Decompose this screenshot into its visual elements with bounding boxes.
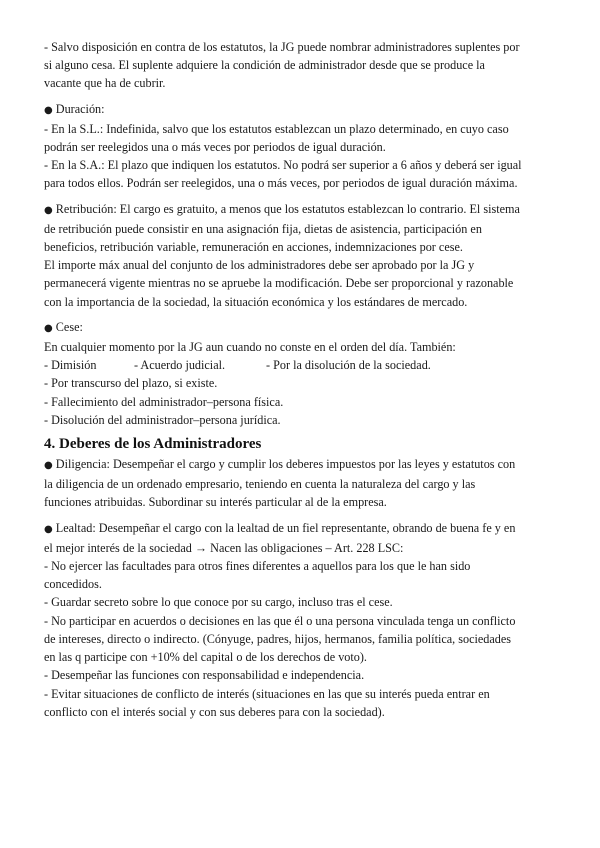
- retribucion-first-text: Retribución: El cargo es gratuito, a menos que los estatutos establezcan lo contrario. El sistema: [52, 201, 520, 216]
- text-line: - En la S.L.: Indefinida, salvo que los estatutos establezcan un plazo determinado, en cuyo caso: [44, 121, 509, 136]
- bullet-icon: ●: [44, 460, 53, 472]
- text-line: - Por transcurso del plazo, si existe.: [44, 376, 218, 391]
- lealtad-first-line: [44, 519, 556, 539]
- cese-section: [44, 318, 556, 429]
- text-line: beneficios, retribución variable, remuneración en acciones, indemnizaciones por cese.: [44, 240, 463, 255]
- text-line: - Fallecimiento del administrador–persona física.: [44, 394, 284, 409]
- cese-disolucion: - Por la disolución de la sociedad.: [266, 358, 431, 373]
- diligencia-first-line: [44, 455, 556, 475]
- text-line: con la importancia de la sociedad, la situación económica y los estándares de mercado.: [44, 294, 468, 309]
- cese-row: [44, 356, 556, 374]
- text-line: concedidos.: [44, 577, 102, 592]
- text-line: - No ejercer las facultades para otros fines diferentes a aquellos para los que le han sido: [44, 559, 471, 574]
- section-heading: 4. Deberes de los Administradores: [44, 436, 262, 453]
- text-line: El importe máx anual del conjunto de los administradores debe ser aprobado por la JG y: [44, 258, 475, 273]
- cese-dimision: - Dimisión: [44, 358, 97, 373]
- duracion-section: [44, 100, 556, 193]
- cese-title-text: Cese:: [52, 319, 83, 334]
- duracion-title: [44, 100, 556, 120]
- text-line: - Disolución del administrador–persona jurídica.: [44, 412, 281, 427]
- lealtad-first-text: Lealtad: Desempeñar el cargo con la lealtad de un fiel representante, obrando de buena fe y en: [52, 520, 516, 535]
- text-line: vacante que ha de cubrir.: [44, 76, 166, 91]
- bullet-icon: ●: [44, 322, 53, 334]
- text-line: si alguno cesa. El suplente adquiere la condición de administrador desde que se produce la: [44, 58, 485, 73]
- bullet-icon: ●: [44, 104, 53, 116]
- text-line: conflicto con el interés social y con sus deberes para con la sociedad).: [44, 704, 385, 719]
- text-line: - Salvo disposición en contra de los estatutos, la JG puede nombrar administradores suplentes por: [44, 40, 520, 54]
- cese-acuerdo: - Acuerdo judicial.: [134, 358, 226, 373]
- text-line: - Guardar secreto sobre lo que conoce por su cargo, incluso tras el cese.: [44, 595, 393, 610]
- diligencia-section: [44, 455, 556, 512]
- diligencia-first-text: Diligencia: Desempeñar el cargo y cumplir los deberes impuestos por las leyes y estatutos con: [52, 457, 516, 472]
- bullet-icon: ●: [44, 523, 53, 535]
- text-line: para todos ellos. Podrán ser reelegidos, una o más veces, por periodos de igual duración máxima.: [44, 176, 518, 191]
- text-line: funciones atribuidas. Subordinar su interés particular al de la empresa.: [44, 495, 387, 510]
- text-line: permanecerá vigente mientras no se apruebe la modificación. Debe ser proporcional y razonable: [44, 276, 514, 291]
- text-line: - No participar en acuerdos o decisiones en las que él o una persona vinculada tenga un conflicto: [44, 613, 516, 628]
- retribucion-section: [44, 200, 556, 311]
- cese-intro: En cualquier momento por la JG aun cuando no conste en el orden del día. También:: [44, 340, 456, 355]
- bullet-icon: ●: [44, 204, 53, 216]
- text-line: - En la S.A.: El plazo que indiquen los estatutos. No podrá ser superior a 6 años y deberá ser igual: [44, 158, 522, 173]
- retribucion-first-line: [44, 200, 556, 220]
- text-line: podrán ser reelegidos una o más veces por periodos de igual duración.: [44, 140, 386, 155]
- lealtad-section: [44, 519, 556, 721]
- duracion-title-text: Duración:: [52, 101, 105, 116]
- text-line: de intereses, directo o indirecto. (Cónyuge, padres, hijos, hermanos, familia política, sociedades: [44, 631, 512, 646]
- cese-title: [44, 318, 556, 338]
- intro-paragraph: [44, 38, 556, 93]
- text-line: en las q participe con +10% del capital o de los derechos de voto).: [44, 650, 367, 665]
- document-page: [44, 38, 556, 721]
- text-line: - Desempeñar las funciones con responsabilidad e independencia.: [44, 668, 365, 683]
- text-line: la diligencia de un ordenado empresario, teniendo en cuenta la naturaleza del cargo y las: [44, 477, 476, 492]
- text-line: - Evitar situaciones de conflicto de interés (situaciones en las que su interés pueda entrar en: [44, 686, 490, 701]
- text-line: de retribución puede consistir en una asignación fija, dietas de asistencia, participación en: [44, 221, 482, 236]
- text-line: el mejor interés de la sociedad → Nacen las obligaciones – Art. 228 LSC:: [44, 540, 404, 555]
